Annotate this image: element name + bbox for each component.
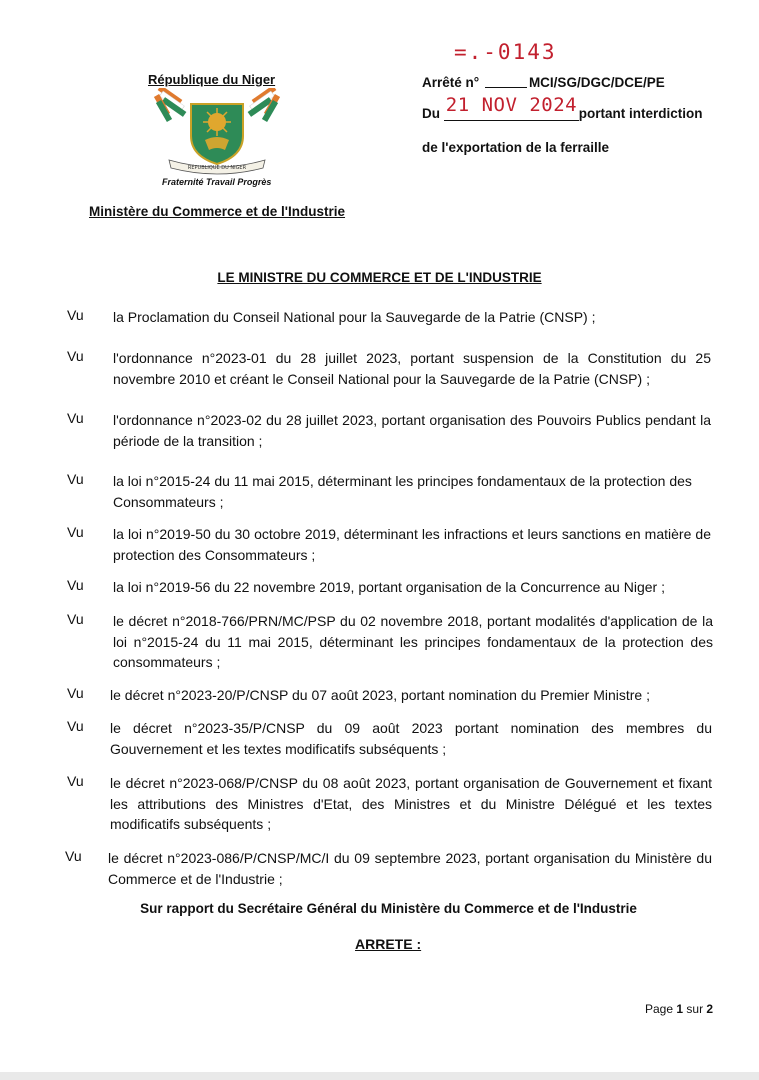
minister-title: LE MINISTRE DU COMMERCE ET DE L'INDUSTRIE [217, 270, 542, 285]
visa-item: la loi n°2019-50 du 30 octobre 2019, déterminant les infractions et leurs sanctions en matière de protection des Consommateurs ; [113, 526, 711, 563]
number-blank [485, 87, 527, 88]
svg-text:RÉPUBLIQUE DU NIGER: RÉPUBLIQUE DU NIGER [187, 165, 247, 171]
arrete-heading: ARRETE : [355, 936, 422, 952]
vu-label: Vu [67, 685, 84, 701]
page-of: sur [686, 1002, 704, 1016]
visa-item: l'ordonnance n°2023-02 du 28 juillet 2023, portant organisation des Pouvoirs Publics pendant la période de la transition ; [113, 412, 711, 449]
visa-item: la Proclamation du Conseil National pour la Sauvegarde de la Patrie (CNSP) ; [113, 309, 596, 325]
decree-reference: MCI/SG/DGC/DCE/PE [528, 75, 665, 90]
vu-label: Vu [67, 773, 84, 789]
arrete-prefix: Arrêté n° [422, 75, 480, 90]
right-flags [248, 88, 280, 122]
vu-label: Vu [67, 348, 84, 364]
decree-reference-line [422, 75, 665, 90]
visa-item: le décret n°2023-086/P/CNSP/MC/I du 09 septembre 2023, portant organisation du Ministère du Commerce et de l'Industrie ; [108, 850, 712, 887]
visa-item: l'ordonnance n°2023-01 du 28 juillet 2023, portant suspension de la Constitution du 25 novembre 2010 et créant le Conseil National pour la Sauvegarde de la Patrie (CNSP) ; [113, 350, 711, 387]
visa-item: le décret n°2023-068/P/CNSP du 08 août 2023, portant organisation de Gouvernement et fixant les attributions des Ministres d'Etat, des Ministres et du Ministre Délégué et les textes modificatifs subséquents ; [110, 775, 712, 832]
visa-item: le décret n°2023-20/P/CNSP du 07 août 2023, portant nomination du Premier Ministre ; [110, 687, 650, 703]
vu-label: Vu [67, 577, 84, 593]
vu-label: Vu [67, 611, 84, 627]
vu-label: Vu [67, 307, 84, 323]
page-total: 2 [706, 1002, 714, 1016]
left-flags [154, 88, 186, 122]
scan-edge [0, 1072, 759, 1080]
page-word: Page [645, 1002, 674, 1016]
national-emblem-icon [147, 88, 287, 178]
vu-label: Vu [67, 524, 84, 540]
date-field [444, 94, 579, 121]
visa-item: le décret n°2023-35/P/CNSP du 09 août 2023 portant nomination des membres du Gouvernement et les textes modificatifs subséquents ; [110, 720, 712, 757]
vu-label: Vu [67, 718, 84, 734]
ministry-heading: Ministère du Commerce et de l'Industrie [89, 204, 346, 219]
date-stamp: 21 NOV 2024 [445, 94, 578, 116]
decree-date-line [422, 94, 703, 121]
visa-item: la loi n°2019-56 du 22 novembre 2019, portant organisation de la Concurrence au Niger ; [113, 579, 665, 595]
rapport-line: Sur rapport du Secrétaire Général du Ministère du Commerce et de l'Industrie [140, 901, 637, 916]
visa-item: la loi n°2015-24 du 11 mai 2015, déterminant les principes fondamentaux de la protection des Consommateurs ; [113, 473, 692, 510]
republic-heading: République du Niger [148, 72, 276, 87]
page-current: 1 [676, 1002, 684, 1016]
visa-item: le décret n°2018-766/PRN/MC/PSP du 02 novembre 2018, portant modalités d'application de la loi n°2015-24 du 11 mai 2015, déterminant les principes fondamentaux de la protection des consommateurs ; [113, 613, 713, 670]
vu-label: Vu [67, 410, 84, 426]
page-number [645, 1002, 713, 1016]
decree-number-stamp: =.-0143 [454, 40, 557, 64]
national-motto: Fraternité Travail Progrès [162, 177, 272, 187]
subject-line-2: de l'exportation de la ferraille [422, 140, 610, 155]
vu-label: Vu [67, 471, 84, 487]
du-label: Du [422, 106, 440, 121]
subject-line-1: portant interdiction [578, 106, 703, 121]
vu-label: Vu [65, 848, 82, 864]
